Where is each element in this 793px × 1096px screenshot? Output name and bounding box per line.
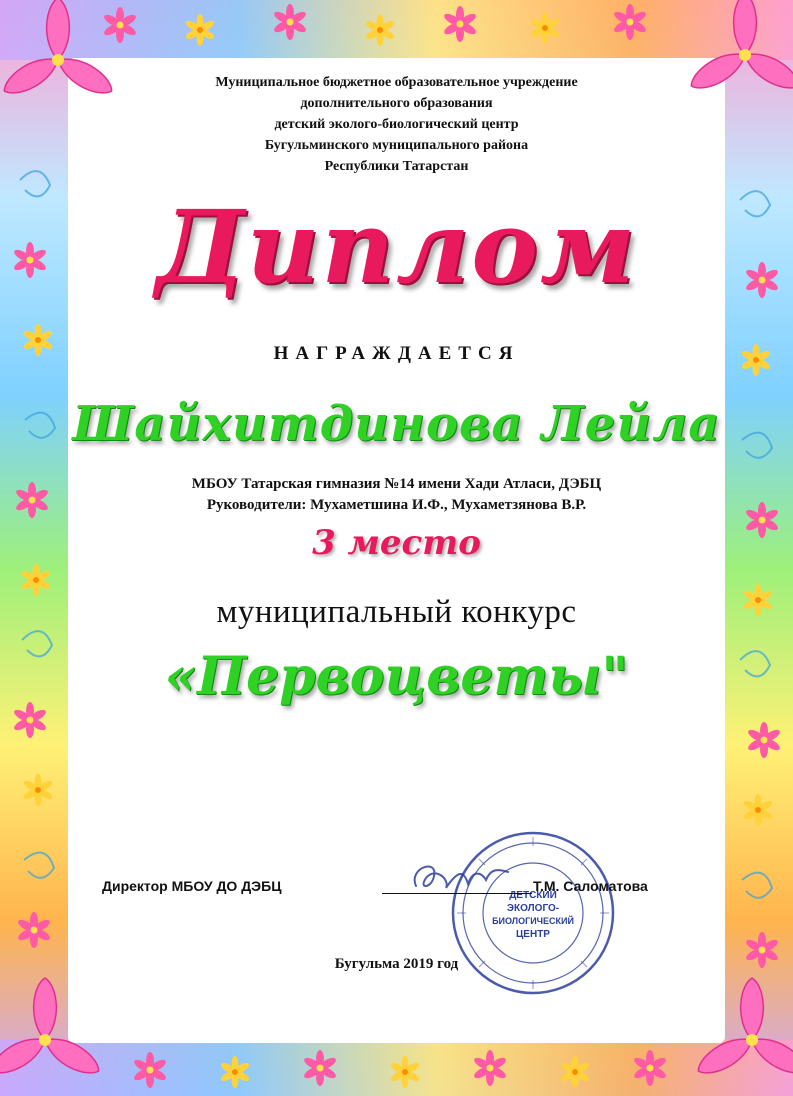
- director-name: Т.М. Саломатова: [533, 878, 648, 894]
- recipient-name: Шайхитдинова Лейла: [72, 396, 721, 452]
- org-line-5: Республики Татарстан: [324, 159, 469, 174]
- svg-text:ЦЕНТР: ЦЕНТР: [516, 929, 550, 940]
- awarded-label: НАГРАЖДАЕТСЯ: [273, 343, 520, 364]
- diploma-title: Диплом: [155, 188, 638, 306]
- svg-text:ЭКОЛОГО-: ЭКОЛОГО-: [506, 903, 560, 914]
- svg-text:БИОЛОГИЧЕСКИЙ: БИОЛОГИЧЕСКИЙ: [492, 916, 574, 926]
- city-year: Бугульма 2019 год: [334, 956, 459, 972]
- svg-text:ДЕТСКИЙ: ДЕТСКИЙ: [509, 890, 557, 901]
- org-line-1: Муниципальное бюджетное образовательное учреждение: [215, 75, 578, 90]
- supervisors-line: Руководители: Мухаметшина И.Ф., Мухаметзянова В.Р.: [206, 497, 587, 513]
- org-line-2: дополнительного образования: [300, 96, 493, 111]
- school-line: МБОУ Татарская гимназия №14 имени Хади Атласи, ДЭБЦ: [191, 476, 602, 492]
- organization-header: [0, 72, 793, 177]
- handwritten-signature: [398, 848, 518, 908]
- contest-name: «Первоцветы": [164, 646, 629, 707]
- signature-line: [382, 893, 532, 894]
- school-info: [0, 474, 793, 516]
- director-position: Директор МБОУ ДО ДЭБЦ: [102, 878, 282, 894]
- contest-type: муниципальный конкурс: [216, 594, 577, 630]
- org-line-3: детский эколого-биологический центр: [274, 117, 519, 132]
- place-label: 3 место: [312, 523, 481, 563]
- org-line-4: Бугульминского муниципального района: [264, 138, 529, 153]
